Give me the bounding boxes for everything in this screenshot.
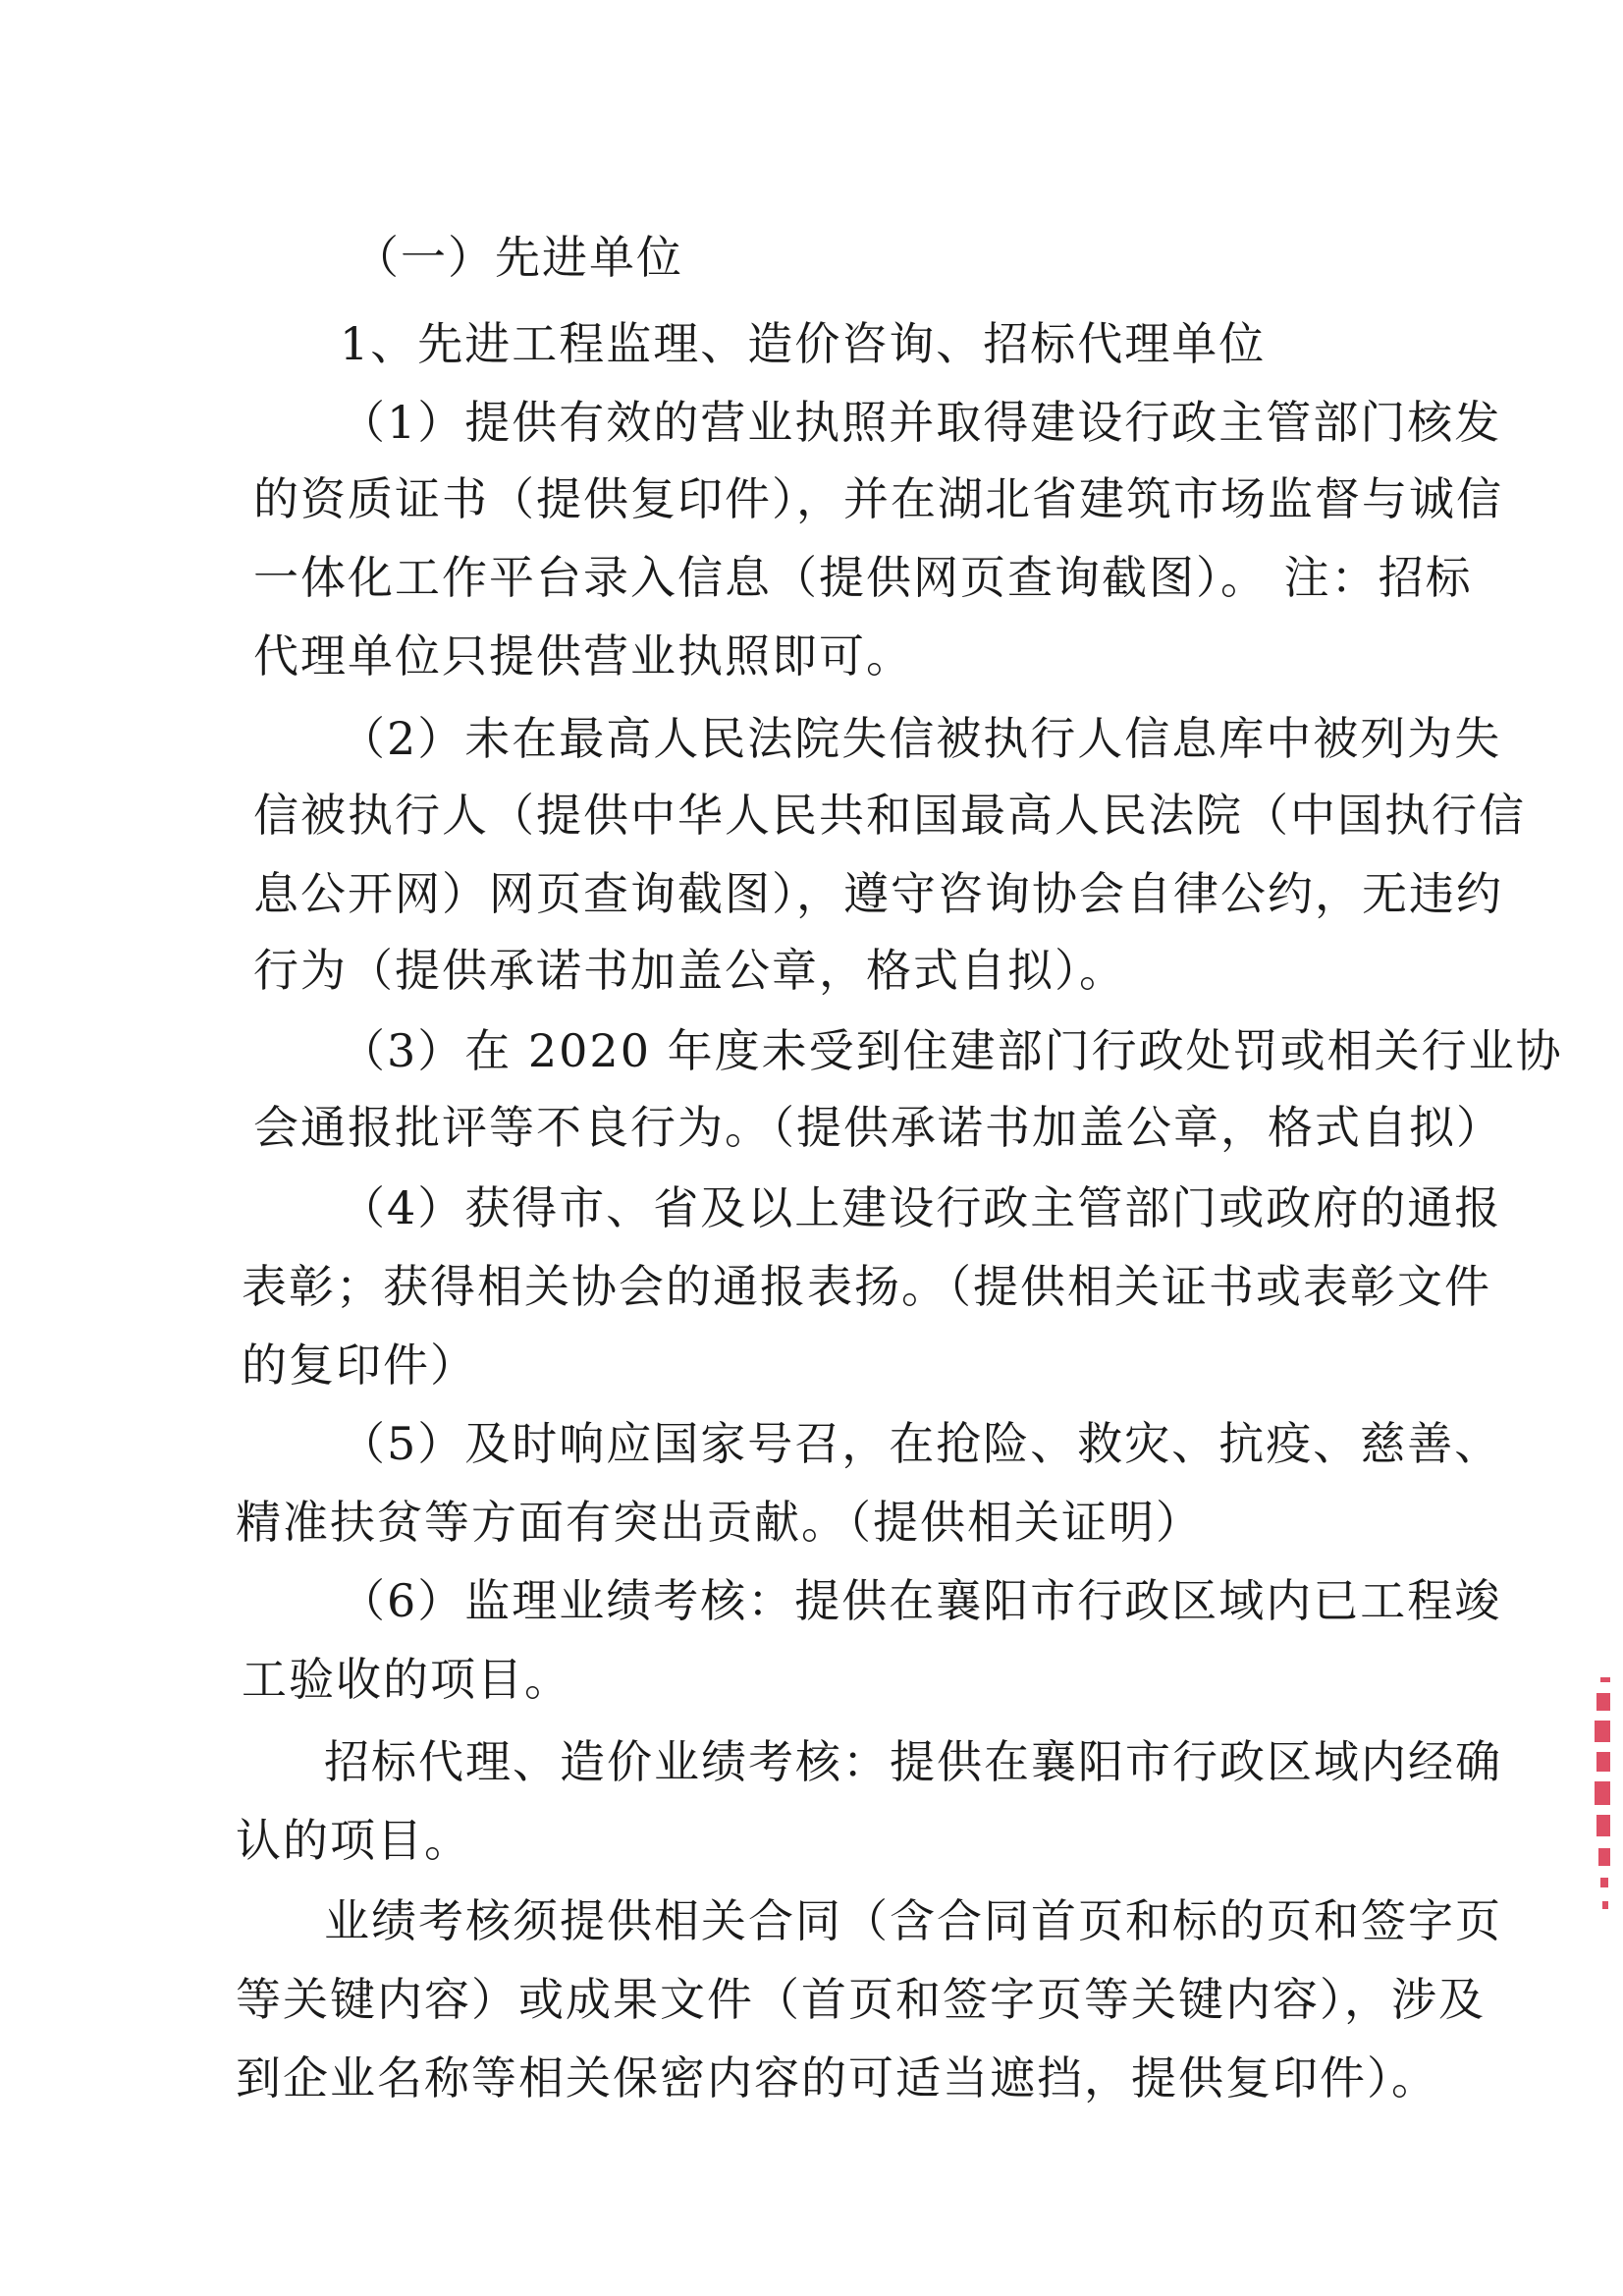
paragraph-line: 到企业名称等相关保密内容的可适当遮挡，提供复印件）。 <box>236 2051 1438 2105</box>
paragraph-line: 精准扶贫等方面有突出贡献。（提供相关证明） <box>236 1496 1203 1549</box>
seal-stamp-fragment <box>1579 1669 1618 1954</box>
paragraph-line: （3）在 2020 年度未受到住建部门行政处罚或相关行业协 <box>340 1024 1563 1077</box>
section-heading: （一）先进单位 <box>353 231 683 284</box>
paragraph-line: 认的项目。 <box>236 1814 471 1867</box>
paragraph-line: 代理单位只提供营业执照即可。 <box>253 629 913 683</box>
paragraph-line: 表彰；获得相关协会的通报表扬。（提供相关证书或表彰文件 <box>242 1260 1491 1313</box>
paragraph-line: （6）监理业绩考核：提供在襄阳市行政区域内已工程竣 <box>340 1574 1502 1627</box>
paragraph-line: 会通报批评等不良行为。（提供承诺书加盖公章，格式自拟） <box>253 1101 1503 1154</box>
paragraph-line: 招标代理、造价业绩考核：提供在襄阳市行政区域内经确 <box>324 1735 1502 1788</box>
paragraph-line: （1）提供有效的营业执照并取得建设行政主管部门核发 <box>340 396 1502 449</box>
paragraph-line: 等关键内容）或成果文件（首页和签字页等关键内容），涉及 <box>236 1973 1486 2026</box>
paragraph-line: （2）未在最高人民法院失信被执行人信息库中被列为失 <box>340 712 1502 765</box>
paragraph-line: 信被执行人（提供中华人民共和国最高人民法院（中国执行信 <box>253 789 1526 842</box>
paragraph-line: 工验收的项目。 <box>242 1653 571 1706</box>
paragraph-line: （5）及时响应国家号召，在抢险、救灾、抗疫、慈善、 <box>340 1417 1502 1470</box>
paragraph-line: 行为（提供承诺书加盖公章，格式自拟）。 <box>253 944 1126 997</box>
paragraph-line: 的复印件） <box>242 1339 477 1392</box>
paragraph-line: （4）获得市、省及以上建设行政主管部门或政府的通报 <box>340 1181 1502 1234</box>
paragraph-line: 一体化工作平台录入信息（提供网页查询截图）。 注：招标 <box>253 551 1473 604</box>
paragraph-line: 的资质证书（提供复印件），并在湖北省建筑市场监督与诚信 <box>253 472 1503 525</box>
subsection-heading: 1、先进工程监理、造价咨询、招标代理单位 <box>340 317 1267 370</box>
paragraph-line: 息公开网）网页查询截图），遵守咨询协会自律公约，无违约 <box>253 867 1503 920</box>
paragraph-line: 业绩考核须提供相关合同（含合同首页和标的页和签字页 <box>324 1894 1502 1947</box>
